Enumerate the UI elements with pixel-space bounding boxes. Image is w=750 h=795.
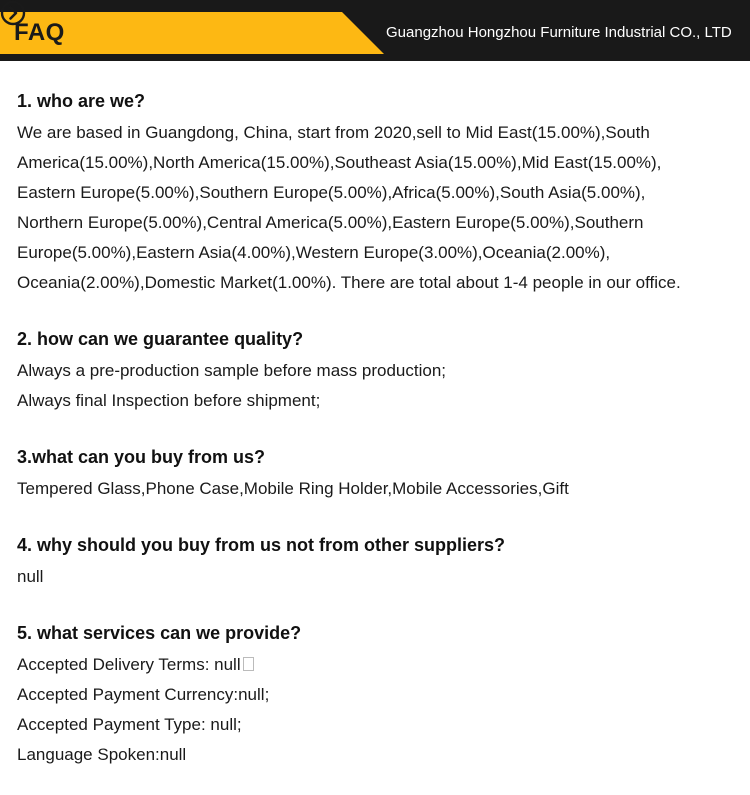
faq-answer-line: Northern Europe(5.00%),Central America(5.00%),Eastern Europe(5.00%),Southern bbox=[17, 213, 644, 232]
faq-question: 5. what services can we provide? bbox=[17, 623, 302, 643]
circle-chevron-right-icon bbox=[0, 0, 26, 26]
faq-answer-line: Accepted Payment Currency:null; bbox=[17, 685, 270, 704]
faq-answer-line: America(15.00%),North America(15.00%),Southeast Asia(15.00%),Mid East(15.00%), bbox=[17, 153, 662, 172]
faq-header-banner bbox=[0, 0, 750, 61]
faq-item-4 bbox=[17, 533, 742, 592]
faq-answer-text: Accepted Delivery Terms: null bbox=[17, 655, 241, 674]
faq-list bbox=[17, 89, 742, 770]
faq-item-2 bbox=[17, 327, 742, 416]
faq-question: 2. how can we guarantee quality? bbox=[17, 329, 304, 349]
faq-question: 4. why should you buy from us not from other suppliers? bbox=[17, 535, 506, 555]
faq-question: 1. who are we? bbox=[17, 91, 146, 111]
faq-question: 3.what can you buy from us? bbox=[17, 447, 266, 467]
faq-title: FAQ bbox=[14, 19, 65, 46]
faq-item-5 bbox=[17, 621, 742, 770]
faq-item-1 bbox=[17, 89, 742, 298]
company-name: Guangzhou Hongzhou Furniture Industrial CO., LTD bbox=[386, 24, 732, 41]
faq-answer-line: Europe(5.00%),Eastern Asia(4.00%),Western Europe(3.00%),Oceania(2.00%), bbox=[17, 243, 611, 262]
faq-answer-line: Always final Inspection before shipment; bbox=[17, 391, 321, 410]
faq-answer-line: Accepted Payment Type: null; bbox=[17, 715, 242, 734]
faq-answer-line: Oceania(2.00%),Domestic Market(1.00%). There are total about 1-4 people in our office. bbox=[17, 273, 681, 292]
faq-answer-line: null bbox=[17, 567, 44, 586]
faq-answer-line: Always a pre-production sample before mass production; bbox=[17, 361, 446, 380]
faq-answer-line bbox=[17, 650, 742, 680]
faq-answer-line: Language Spoken:null bbox=[17, 745, 187, 764]
faq-answer-line: We are based in Guangdong, China, start from 2020,sell to Mid East(15.00%),South bbox=[17, 123, 650, 142]
faq-answer-line: Tempered Glass,Phone Case,Mobile Ring Holder,Mobile Accessories,Gift bbox=[17, 479, 569, 498]
faq-answer-line: Eastern Europe(5.00%),Southern Europe(5.00%),Africa(5.00%),South Asia(5.00%), bbox=[17, 183, 646, 202]
faq-item-3 bbox=[17, 445, 742, 504]
missing-glyph-box-icon bbox=[243, 657, 254, 671]
